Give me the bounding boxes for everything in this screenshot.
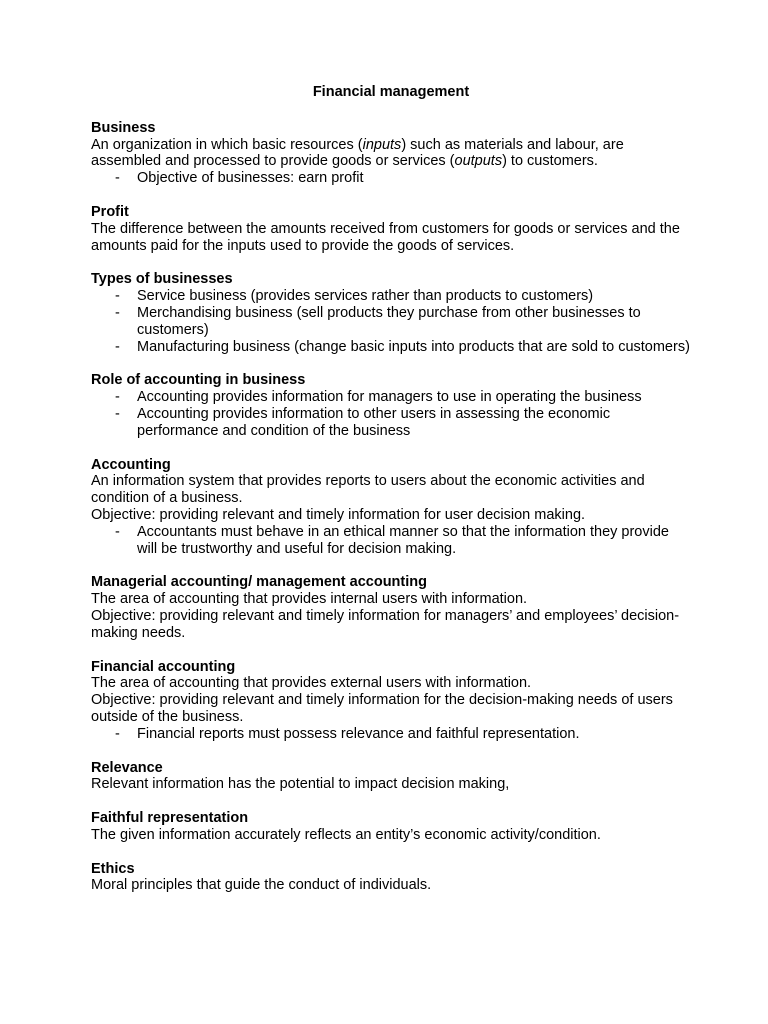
list-item-text: Accountants must behave in an ethical manner so that the information they provide will be trustworthy and useful for decision making. <box>137 523 669 557</box>
list-item-text: Accounting provides information for managers to use in operating the business <box>137 389 642 406</box>
section-objective: Objective: providing relevant and timely information for user decision making. <box>91 506 586 523</box>
dash-bullet: - <box>115 338 120 355</box>
section-ethics <box>91 861 691 895</box>
section-heading: Types of businesses <box>91 271 233 288</box>
bullet-list <box>91 389 691 439</box>
section-paragraph <box>91 137 691 171</box>
list-item-text: Service business (provides services rather than products to customers) <box>137 288 594 305</box>
bullet-list <box>91 170 691 187</box>
list-item <box>91 170 691 187</box>
section-heading: Business <box>91 119 156 136</box>
section-relevance <box>91 760 691 794</box>
italic-term: outputs <box>454 153 503 170</box>
section-accounting <box>91 457 691 558</box>
paragraph-text: An organization in which basic resources ( <box>91 136 363 153</box>
dash-bullet: - <box>115 170 120 187</box>
section-paragraph: Moral principles that guide the conduct of individuals. <box>91 877 432 894</box>
document-page <box>91 84 691 911</box>
list-item <box>91 305 691 339</box>
section-heading: Profit <box>91 203 129 220</box>
section-financial-accounting <box>91 659 691 743</box>
section-heading: Managerial accounting/ management accounting <box>91 574 427 591</box>
paragraph-text: ) such as materials and labour, are assembled and processed to provide goods or services ( <box>91 136 624 170</box>
section-faithful-representation <box>91 810 691 844</box>
list-item-text: Merchandising business (sell products they purchase from other businesses to customers) <box>137 304 641 338</box>
section-paragraph: The given information accurately reflects an entity’s economic activity/condition. <box>91 826 601 843</box>
bullet-list <box>91 524 691 558</box>
dash-bullet: - <box>115 725 120 742</box>
section-objective: Objective: providing relevant and timely information for managers’ and employees’ decision-making needs. <box>91 607 680 641</box>
section-heading: Faithful representation <box>91 810 249 827</box>
dash-bullet: - <box>115 304 120 321</box>
section-managerial-accounting <box>91 574 691 641</box>
list-item-text: Manufacturing business (change basic inputs into products that are sold to customers) <box>137 338 690 355</box>
section-role-of-accounting <box>91 372 691 439</box>
section-business <box>91 120 691 187</box>
section-paragraph: Relevant information has the potential to impact decision making, <box>91 776 510 793</box>
list-item <box>91 339 691 356</box>
section-paragraph: The area of accounting that provides external users with information. <box>91 675 532 692</box>
dash-bullet: - <box>115 405 120 422</box>
section-heading: Financial accounting <box>91 658 236 675</box>
section-types-of-businesses <box>91 271 691 355</box>
dash-bullet: - <box>115 389 120 406</box>
section-objective: Objective: providing relevant and timely information for the decision-making needs of users outside of the business. <box>91 692 673 725</box>
list-item <box>91 389 691 406</box>
bullet-list <box>91 726 691 743</box>
list-item <box>91 406 691 440</box>
section-heading: Role of accounting in business <box>91 372 306 389</box>
section-heading: Ethics <box>91 860 135 877</box>
list-item-text: Financial reports must possess relevance and faithful representation. <box>137 725 580 742</box>
dash-bullet: - <box>115 288 120 305</box>
list-item <box>91 726 691 743</box>
paragraph-text: ) to customers. <box>502 153 598 170</box>
section-paragraph: An information system that provides reports to users about the economic activities and condition of a business. <box>91 473 645 507</box>
italic-term: inputs <box>362 136 402 153</box>
bullet-list <box>91 288 691 355</box>
section-profit <box>91 204 691 254</box>
section-heading: Accounting <box>91 456 171 473</box>
document-title: Financial management <box>312 84 470 100</box>
list-item <box>91 288 691 305</box>
list-item <box>91 524 691 558</box>
section-paragraph: The difference between the amounts received from customers for goods or services and the amounts paid for the inputs used to provide the goods of services. <box>91 220 680 254</box>
section-paragraph: The area of accounting that provides internal users with information. <box>91 591 528 608</box>
list-item-text: Accounting provides information to other users in assessing the economic performance and condition of the business <box>137 405 611 439</box>
section-heading: Relevance <box>91 759 163 776</box>
list-item-text: Objective of businesses: earn profit <box>137 170 364 187</box>
dash-bullet: - <box>115 523 120 540</box>
